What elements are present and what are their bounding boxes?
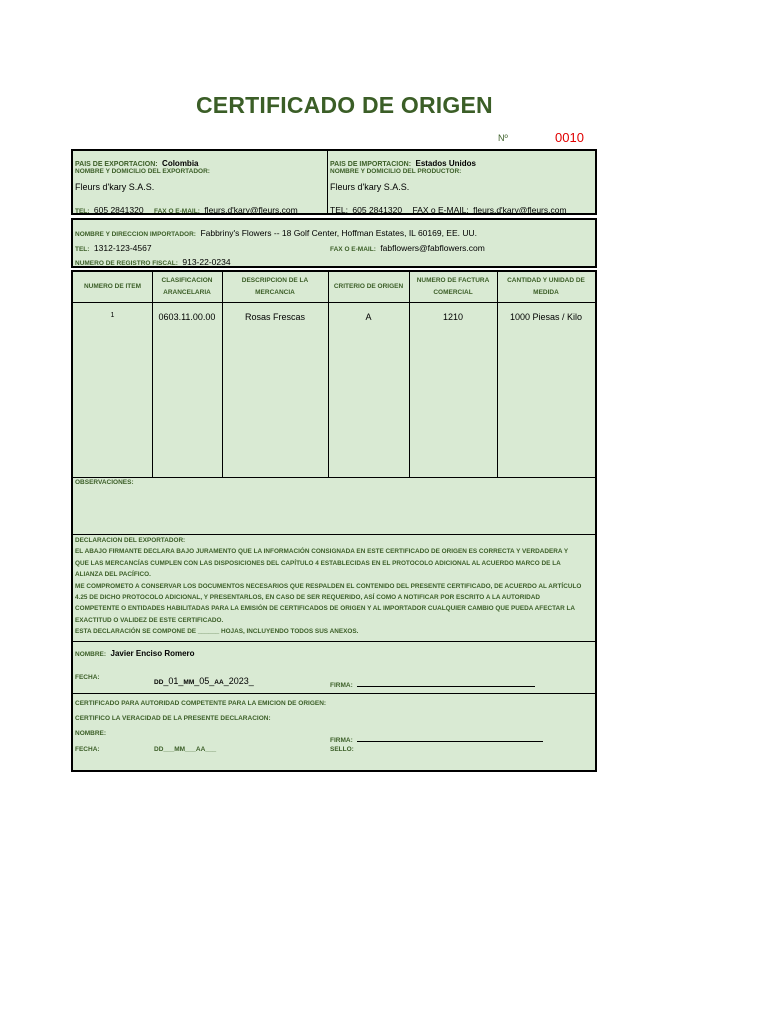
authority-signature-line [357,734,543,742]
table-cell: A [365,312,372,322]
producer-name: Fleurs d'kary S.A.S. [330,182,410,192]
column-header: CRITERIO DE ORIGEN [333,283,404,290]
goods-table [73,272,595,477]
producer-fax-value: fleurs.d'kary@fleurs.com [473,205,567,215]
exporter-signer-name: Javier Enciso Romero [110,649,195,658]
table-cell: 0603.11.00.00 [158,312,216,322]
importer-tel-value: 1312-123-4567 [93,243,152,253]
authority-date-pattern: DD___MM___AA___ [154,746,217,753]
fiscal-value: 913-22-0234 [182,257,231,267]
authority-signature-row [330,729,543,747]
declaration-line: 4.25 DE DICHO PROTOCOLO ADICIONAL, Y PRESENTARLOS, EN CASO DE SER REQUERIDO, ASÍ COMO A NOTIFICAR POR ESCRITO A LA AUTORIDAD [75,594,541,602]
goods-and-declaration-section [71,270,597,772]
export-country-label: PAIS DE EXPORTACION: [75,161,158,168]
column-header: CANTIDAD Y UNIDAD DE MEDIDA [507,277,585,296]
column-header: NUMERO DE ITEM [83,283,142,290]
producer-contact-row [330,200,567,218]
authority-date-label: FECHA: [75,746,100,753]
importer-value: Fabbriny's Flowers -- 18 Golf Center, Hoffman Estates, IL 60169, EE. UU. [200,228,478,238]
date-mm-value: _05_ [194,676,215,686]
exporter-producer-section [71,149,597,215]
table-cell: 1 [110,312,115,319]
column-header: DESCRIPCION DE LA MERCANCIA [241,277,309,296]
exporter-name-row [75,643,195,661]
exporter-declaration [75,535,595,638]
exporter-label: NOMBRE Y DOMICILIO DEL EXPORTADOR: [75,168,210,175]
importer-section [71,218,597,268]
column-header: NUMERO DE FACTURA COMERCIAL [416,277,490,296]
declaration-line: ME COMPROMETO A CONSERVAR LOS DOCUMENTOS NECESARIOS QUE RESPALDEN EL CONTENIDO DEL PRESENTE CERTIFICADO, DE ACUERDO AL ARTÍCULO [75,582,582,590]
certificate-number: 0010 [555,130,584,145]
date-dd-value: _01_ [163,676,184,686]
declaration-line: COMPETENTE O ENTIDADES HABILITADAS PARA LA EMISIÓN DE CERTIFICADOS DE ORIGEN Y AL IMPORTADOR CUALQUIER CAMBIO QUE PUEDA AFECTAR LA [75,605,576,613]
date-aa-value: _2023_ [223,676,254,686]
exporter-name: Fleurs d'kary S.A.S. [75,182,155,192]
exporter-date-value [154,671,254,689]
declaration-line: QUE LAS MERCANCÍAS CUMPLEN CON LAS DISPOSICIONES DEL CAPÍTULO 4 ESTABLECIDAS EN EL PROTOCOLO ADICIONAL AL ACUERDO MARCO DE LA [75,559,561,567]
exporter-signer-label: NOMBRE: [75,651,107,658]
exporter-signature-row [330,674,535,692]
exporter-fax-value: fleurs.d'kary@fleurs.com [204,205,298,215]
authority-certify-text: CERTIFICO LA VERACIDAD DE LA PRESENTE DECLARACION: [75,715,271,722]
table-cell: 1210 [442,312,464,322]
declaration-line: ESTA DECLARACIÓN SE COMPONE DE ______ HOJAS, INCLUYENDO TODOS SUS ANEXOS. [75,628,359,636]
declaration-line: ALIANZA DEL PACÍFICO. [75,571,151,579]
declaration-line: EL ABAJO FIRMANTE DECLARA BAJO JURAMENTO QUE LA INFORMACIÓN CONSIGNADA EN ESTE CERTIFICADO DE ORIGEN ES CORRECTA Y VERDADERA Y [75,548,569,556]
date-mm-label: MM [183,679,195,686]
authority-seal-label: SELLO: [330,746,354,753]
authority-sign-label: FIRMA: [330,737,353,744]
date-dd-label: DD [154,679,164,686]
exporter-fax-label: FAX O E-MAIL: [154,208,200,215]
document-title: CERTIFICADO DE ORIGEN [196,92,493,118]
exporter-tel-value: 605 2841320 [93,205,144,215]
declaration-heading: DECLARACION DEL EXPORTADOR: [75,537,186,544]
importer-fax-label: FAX O E-MAIL: [330,246,376,253]
authority-name-label: NOMBRE: [75,730,107,737]
exporter-tel-label: TEL: [75,208,90,215]
column-header: CLASIFICACION ARANCELARIA [161,277,213,296]
fiscal-row [75,252,231,270]
producer-tel-label: TEL: [330,205,348,215]
exporter-contact-row [75,200,298,218]
exporter-sign-label: FIRMA: [330,682,353,689]
date-aa-label: AA [214,679,224,686]
observations-label: OBSERVACIONES: [75,479,134,486]
import-country-label: PAIS DE IMPORTACION: [330,161,412,168]
producer-label: NOMBRE Y DOMICILIO DEL PRODUCTOR: [330,168,462,175]
fiscal-label: NUMERO DE REGISTRO FISCAL: [75,260,178,267]
producer-tel-value: 605 2841320 [352,205,403,215]
importer-fax-value: fabflowers@fabflowers.com [380,243,485,253]
table-cell: Rosas Frescas [244,312,306,322]
exporter-signature-line [357,679,535,687]
importer-tel-label: TEL: [75,246,90,253]
importer-label: NOMBRE Y DIRECCION IMPORTADOR: [75,231,196,238]
producer-fax-label: FAX o E-MAIL: [412,205,469,215]
authority-heading: CERTIFICADO PARA AUTORIDAD COMPETENTE PARA LA EMICION DE ORIGEN: [75,700,327,707]
certificate-number-label: Nº [498,133,508,143]
table-cell: 1000 Piesas / Kilo [509,312,583,322]
declaration-line: EXACTITUD O VALIDEZ DE ESTE CERTIFICADO. [75,616,224,624]
import-country-value: Estados Unidos [415,159,476,168]
exporter-date-label: FECHA: [75,674,100,681]
export-country-value: Colombia [162,159,199,168]
importer-fax-row [330,238,485,256]
